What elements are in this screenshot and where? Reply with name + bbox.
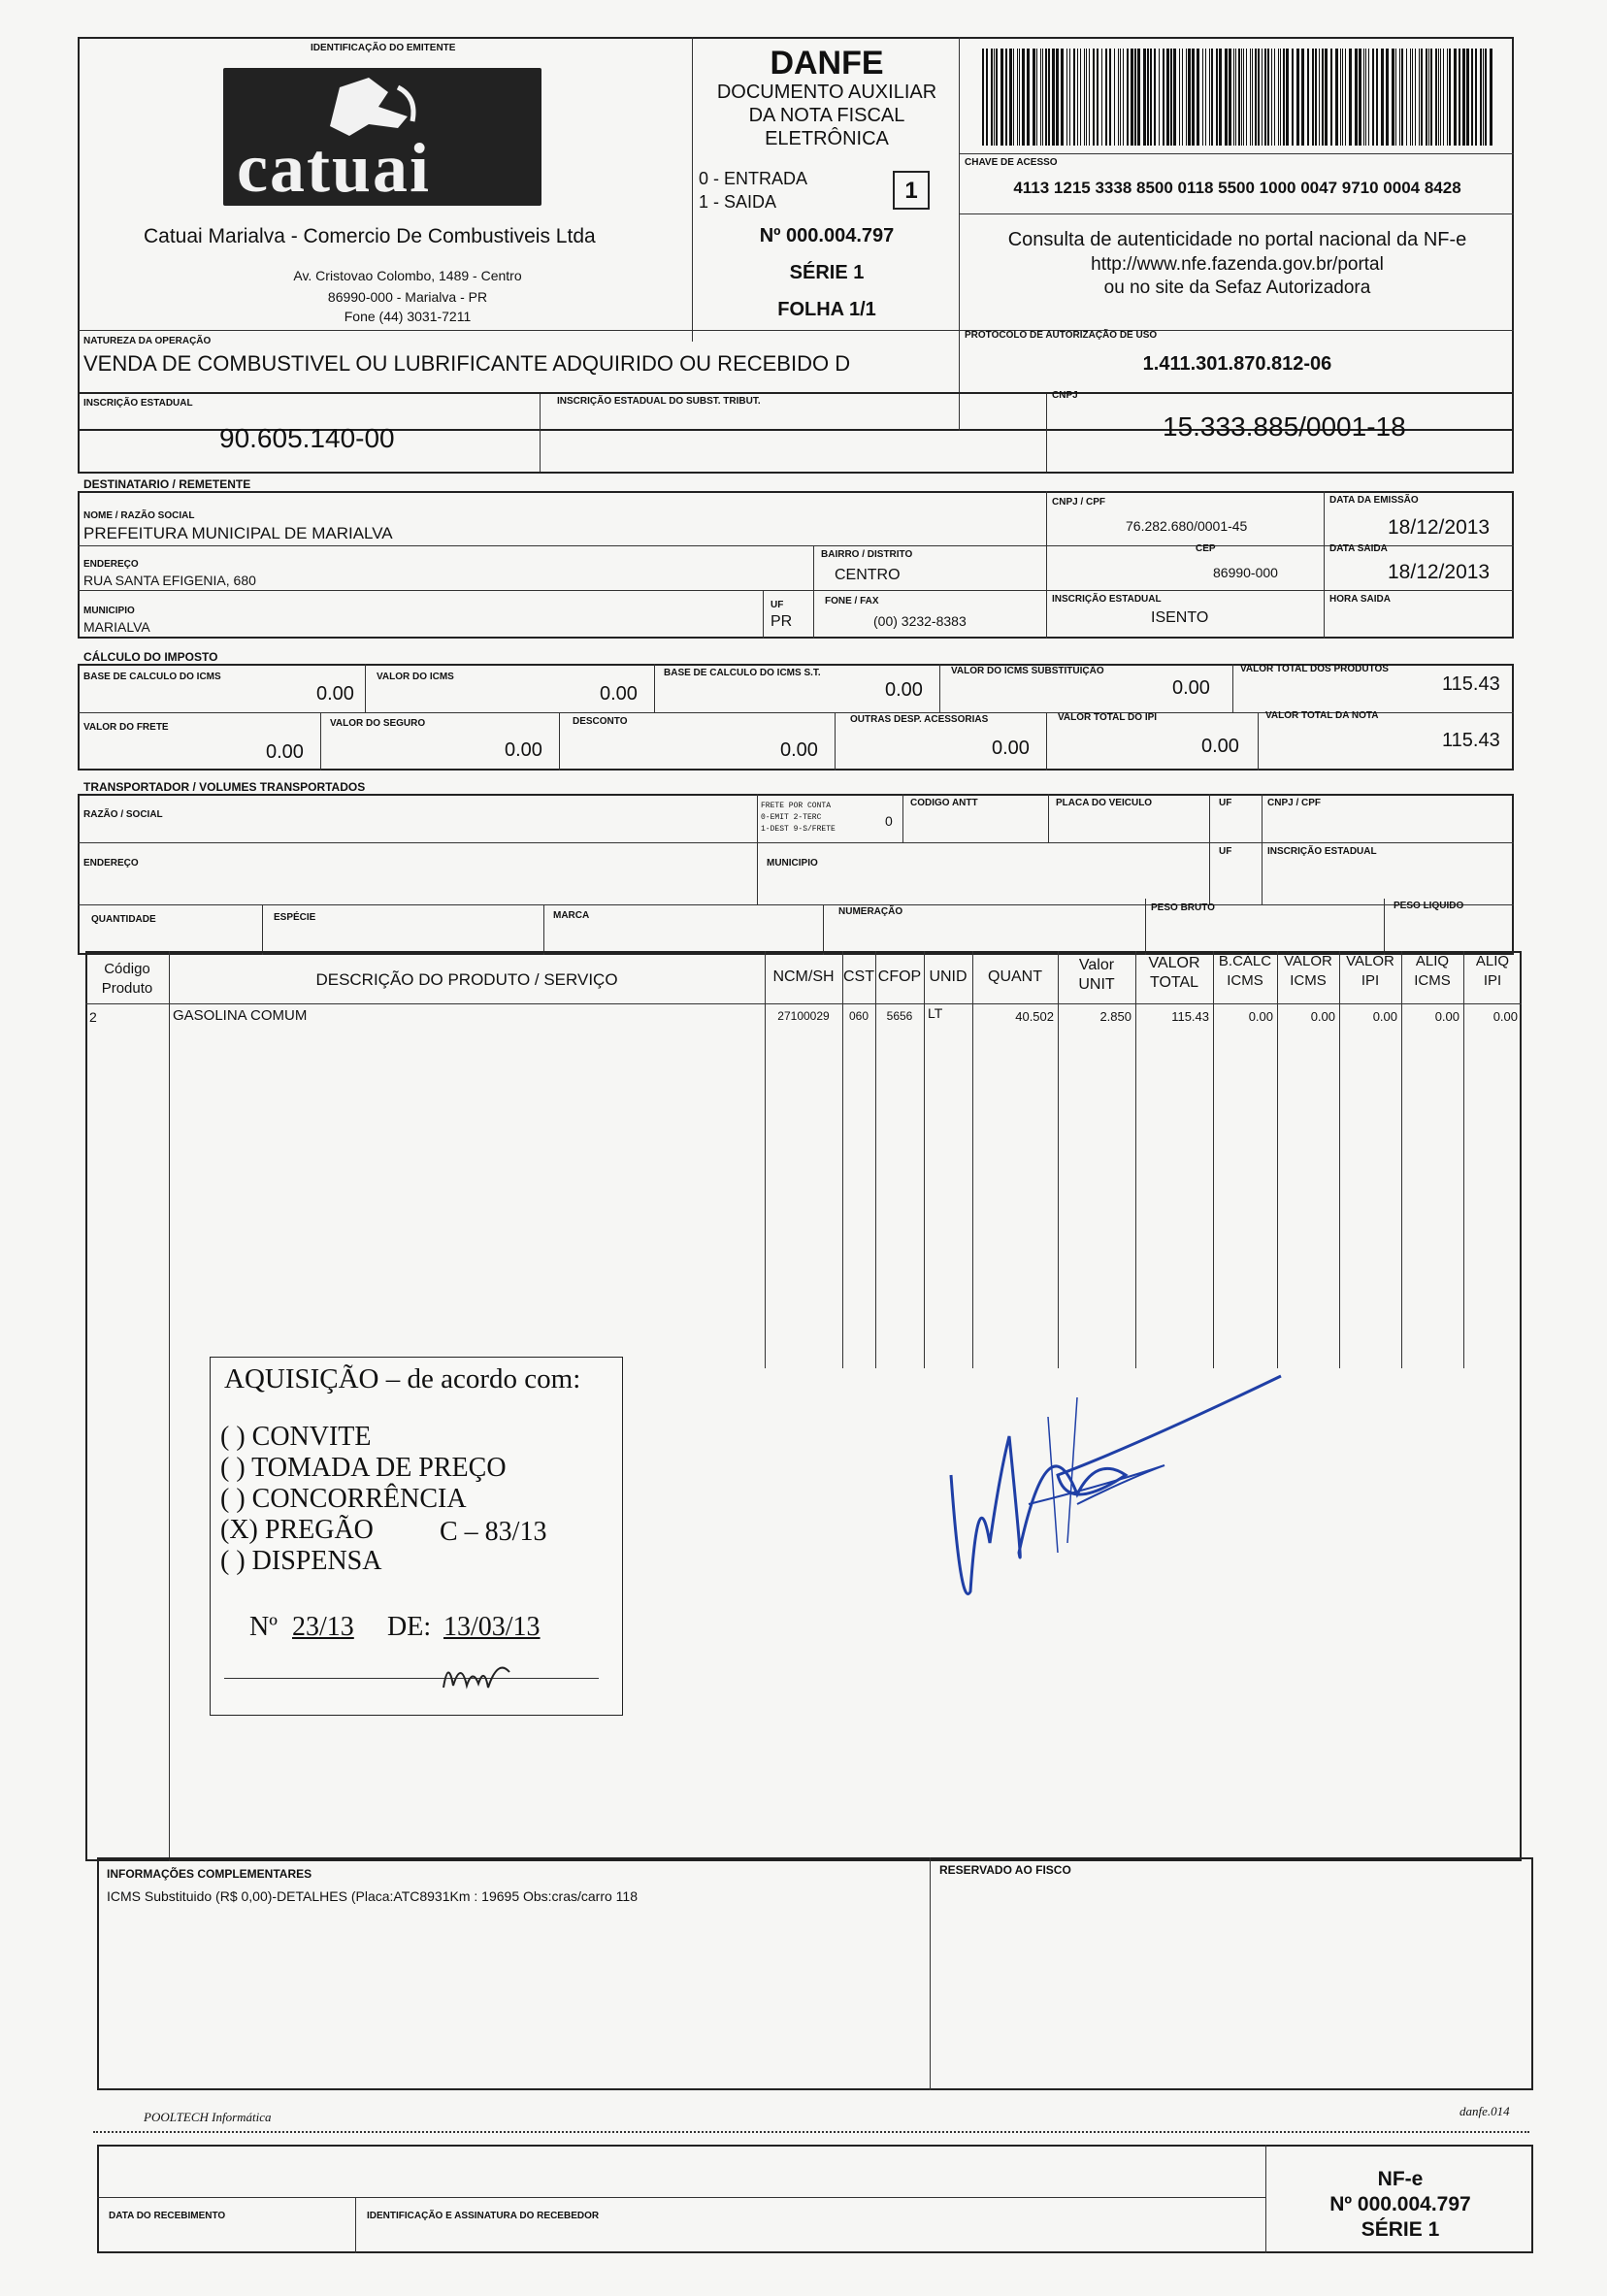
- icms-st-value: 0.00: [1172, 677, 1210, 699]
- receipt-nfe-serie: SÉRIE 1: [1361, 2218, 1440, 2241]
- tax-section: CÁLCULO DO IMPOSTO: [83, 650, 218, 664]
- danfe-folha: FOLHA 1/1: [777, 299, 876, 320]
- endereco-value: RUA SANTA EFIGENIA, 680: [83, 573, 256, 588]
- divider: [320, 712, 322, 771]
- total-nota-value: 115.43: [1442, 730, 1500, 751]
- emitter-label: IDENTIFICAÇÃO DO EMITENTE: [311, 43, 456, 53]
- cell-descricao: GASOLINA COMUM: [173, 1007, 308, 1024]
- stamp-opt4: (X) PREGÃO: [220, 1515, 374, 1545]
- fone-label: FONE / FAX: [825, 596, 879, 607]
- divider: [1145, 899, 1147, 955]
- natureza-value: VENDA DE COMBUSTIVEL OU LUBRIFICANTE ADQUIRIDO OU RECEBIDO D: [83, 351, 851, 376]
- trans-ie-label: INSCRIÇÃO ESTADUAL: [1267, 846, 1377, 857]
- trans-uf2-label: UF: [1219, 846, 1232, 857]
- divider: [1262, 794, 1263, 904]
- cell-quant: 40.502: [1015, 1009, 1054, 1024]
- divider: [78, 545, 1514, 547]
- fone-value: (00) 3232-8383: [873, 613, 967, 629]
- hdr-vipi-2: IPI: [1361, 972, 1380, 989]
- assin-label: IDENTIFICAÇÃO E ASSINATURA DO RECEBEDOR: [367, 2211, 600, 2221]
- bairro-label: BAIRRO / DISTRITO: [821, 549, 913, 560]
- saida-label: DATA SAIDA: [1329, 543, 1388, 554]
- hdr-aipi-1: ALIQ: [1475, 953, 1510, 969]
- acquisition-stamp: [210, 1357, 623, 1716]
- danfe-saida: 1 - SAIDA: [699, 192, 777, 212]
- rec-ie-value: ISENTO: [1151, 609, 1209, 626]
- hdr-vicms-2: ICMS: [1290, 972, 1327, 989]
- divider: [692, 37, 694, 342]
- hdr-cfop: CFOP: [877, 968, 922, 985]
- bc-icms-value: 0.00: [316, 683, 354, 705]
- logo-text: catuai: [237, 129, 431, 207]
- info-text: ICMS Substituido (R$ 0,00)-DETALHES (Placa:ATC8931Km : 19695 Obs:cras/carro 118: [107, 1888, 639, 1904]
- municipio-value: MARIALVA: [83, 619, 150, 635]
- stamp-opt2: ( ) TOMADA DE PREÇO: [220, 1453, 507, 1483]
- divider: [1258, 712, 1260, 771]
- divider: [78, 904, 1514, 906]
- stamp-opt5: ( ) DISPENSA: [220, 1546, 382, 1576]
- icms-label: VALOR DO ICMS: [377, 672, 454, 682]
- divider: [78, 842, 1514, 844]
- cell-codigo: 2: [89, 1009, 97, 1025]
- divider: [823, 904, 825, 955]
- divider: [1209, 794, 1211, 904]
- outras-value: 0.00: [992, 738, 1030, 759]
- desconto-value: 0.00: [780, 739, 818, 761]
- software-credit: POOLTECH Informática: [144, 2110, 272, 2124]
- divider: [78, 590, 1514, 592]
- divider: [262, 904, 264, 955]
- cell-vunit: 2.850: [1099, 1009, 1131, 1024]
- municipio-label: MUNICIPIO: [83, 606, 135, 616]
- hdr-unid: UNID: [929, 968, 967, 985]
- cut-line: [93, 2131, 1529, 2133]
- divider: [654, 664, 656, 712]
- stamp-date: 13/03/13: [443, 1612, 541, 1642]
- danfe-subtitle1: DOCUMENTO AUXILIAR: [716, 82, 937, 103]
- recipient-block: [78, 491, 1514, 639]
- hdr-vicms-1: VALOR: [1284, 953, 1332, 969]
- divider: [959, 213, 1514, 215]
- frete-value: 0.00: [266, 741, 304, 763]
- company-logo: [223, 68, 541, 206]
- frete-label: VALOR DO FRETE: [83, 722, 169, 733]
- stamp-opt1: ( ) CONVITE: [220, 1422, 372, 1452]
- barcode-icon: [980, 49, 1494, 146]
- stamp-opt4-ref: C – 83/13: [440, 1517, 547, 1547]
- cell-vtotal: 115.43: [1171, 1009, 1209, 1024]
- natureza-label: NATUREZA DA OPERAÇÃO: [83, 336, 212, 346]
- divider: [813, 545, 815, 592]
- hora-label: HORA SAIDA: [1329, 594, 1391, 605]
- divider: [939, 664, 941, 712]
- emitter-name: Catuai Marialva - Comercio De Combustiveis Ltda: [144, 225, 596, 247]
- bc-st-value: 0.00: [885, 679, 923, 701]
- divider: [1384, 899, 1386, 955]
- column-divider: [169, 951, 171, 1861]
- hdr-vunit-2: UNIT: [1078, 976, 1115, 993]
- trans-uf-label: UF: [1219, 798, 1232, 808]
- hdr-vipi-1: VALOR: [1346, 953, 1394, 969]
- total-prod-value: 115.43: [1442, 673, 1500, 695]
- divider: [1048, 794, 1050, 842]
- seguro-label: VALOR DO SEGURO: [330, 718, 426, 729]
- hdr-ncm: NCM/SH: [772, 968, 835, 985]
- hdr-vtotal-1: VALOR: [1148, 955, 1200, 971]
- frete-conta-3: 1-DEST 9-S/FRETE: [761, 825, 836, 834]
- info-label: INFORMAÇÕES COMPLEMENTARES: [107, 1867, 312, 1881]
- danfe-subtitle3: ELETRÔNICA: [765, 128, 889, 149]
- divider: [1046, 590, 1048, 639]
- access-key: 4113 1215 3338 8500 0118 5500 1000 0047 9710 0004 8428: [1013, 179, 1461, 197]
- signature-icon: [932, 1359, 1320, 1650]
- access-key-label: CHAVE DE ACESSO: [965, 157, 1058, 168]
- ipi-value: 0.00: [1201, 736, 1239, 757]
- cell-cst: 060: [848, 1009, 869, 1023]
- divider: [813, 590, 815, 639]
- frete-conta-2: 0-EMIT 2-TERC: [761, 813, 822, 822]
- total-prod-label: VALOR TOTAL DOS PRODUTOS: [1240, 664, 1389, 674]
- numeracao-label: NUMERAÇÃO: [838, 906, 903, 917]
- stamp-num-label: Nº: [249, 1612, 278, 1642]
- emitter-address1: Av. Cristovao Colombo, 1489 - Centro: [293, 268, 522, 283]
- hdr-bcicms-1: B.CÁLC: [1218, 953, 1272, 969]
- cell-bcicms: 0.00: [1248, 1009, 1273, 1024]
- divider: [959, 153, 1514, 155]
- hdr-bcicms-2: ICMS: [1227, 972, 1263, 989]
- bc-st-label: BASE DE CALCULO DO ICMS S.T.: [664, 668, 821, 678]
- fisco-label: RESERVADO AO FISCO: [939, 1863, 1071, 1877]
- stamp-de-label: DE:: [387, 1612, 432, 1642]
- emitter-phone: Fone (44) 3031-7211: [344, 309, 472, 324]
- hdr-descricao: DESCRIÇÃO DO PRODUTO / SERVIÇO: [315, 970, 618, 989]
- column-divider: [924, 951, 926, 1368]
- trans-cnpj-label: CNPJ / CPF: [1267, 798, 1322, 808]
- divider: [365, 664, 367, 712]
- ipi-label: VALOR TOTAL DO IPI: [1058, 712, 1158, 723]
- hdr-aipi-2: IPI: [1483, 972, 1502, 989]
- hdr-vtotal-2: TOTAL: [1149, 974, 1199, 991]
- peso-bruto-label: PESO BRUTO: [1151, 902, 1215, 913]
- peso-liquido-label: PESO LIQUIDO: [1394, 901, 1464, 911]
- hdr-aicms-2: ICMS: [1414, 972, 1451, 989]
- divider: [835, 712, 836, 771]
- bairro-value: CENTRO: [835, 567, 901, 583]
- cnpj-value: 15.333.885/0001-18: [1163, 411, 1406, 442]
- protocolo-label: PROTOCOLO DE AUTORIZAÇÃO DE USO: [965, 330, 1158, 341]
- divider: [763, 590, 765, 639]
- receb-label: DATA DO RECEBIMENTO: [109, 2211, 226, 2221]
- divider: [1232, 664, 1234, 712]
- bc-icms-label: BASE DE CALCULO DO ICMS: [83, 672, 221, 682]
- emitter-address2: 86990-000 - Marialva - PR: [327, 289, 488, 305]
- cell-aipi: 0.00: [1492, 1009, 1518, 1024]
- divider: [930, 1857, 932, 2090]
- cell-cfop: 5656: [886, 1009, 913, 1023]
- frete-conta-value: 0: [885, 813, 893, 829]
- cell-aicms: 0.00: [1434, 1009, 1459, 1024]
- divider: [1324, 491, 1326, 639]
- receipt-nfe-num: Nº 000.004.797: [1329, 2193, 1471, 2215]
- ie-label: INSCRIÇÃO ESTADUAL: [83, 398, 193, 409]
- hdr-codigo-2: Produto: [101, 980, 153, 997]
- rec-cnpj-value: 76.282.680/0001-45: [1126, 518, 1248, 534]
- receipt-nfe: NF-e: [1377, 2168, 1424, 2190]
- divider: [559, 712, 561, 771]
- divider: [78, 330, 1514, 332]
- stamp-num: 23/13: [292, 1612, 354, 1642]
- nome-value: PREFEITURA MUNICIPAL DE MARIALVA: [83, 524, 393, 542]
- uf-value: PR: [771, 613, 793, 630]
- uf-label: UF: [771, 600, 784, 610]
- endereco-label: ENDEREÇO: [83, 559, 139, 570]
- consulta-line3: ou no site da Sefaz Autorizadora: [1103, 278, 1371, 298]
- emissao-value: 18/12/2013: [1388, 516, 1491, 539]
- antt-label: CODIGO ANTT: [910, 798, 978, 808]
- ie-value: 90.605.140-00: [219, 423, 395, 453]
- divider: [757, 794, 759, 904]
- stamp-initials-icon: [434, 1649, 531, 1697]
- danfe-tipo-box: 1: [893, 171, 930, 210]
- saida-value: 18/12/2013: [1388, 561, 1491, 583]
- danfe-serie: SÉRIE 1: [789, 262, 865, 283]
- qtd-label: QUANTIDADE: [91, 914, 156, 925]
- frete-conta-1: FRETE POR CONTA: [761, 802, 832, 810]
- cnpj-label: CNPJ: [1052, 390, 1078, 401]
- cep-label: CEP: [1196, 543, 1216, 554]
- rec-cnpj-label: CNPJ / CPF: [1052, 497, 1106, 508]
- danfe-numero: Nº 000.004.797: [759, 225, 895, 246]
- hdr-vunit-1: Valor: [1078, 957, 1115, 973]
- hdr-codigo-1: Código: [104, 961, 150, 977]
- stamp-sign-line: [224, 1678, 599, 1680]
- danfe-title: DANFE: [770, 45, 884, 82]
- cell-ncm: 27100029: [777, 1009, 830, 1023]
- stamp-opt3: ( ) CONCORRÊNCIA: [220, 1484, 467, 1514]
- hdr-aicms-1: ALIQ: [1415, 953, 1450, 969]
- cep-value: 86990-000: [1213, 565, 1278, 580]
- especie-label: ESPÉCIE: [274, 912, 316, 923]
- danfe-subtitle2: DA NOTA FISCAL: [748, 105, 905, 126]
- hdr-quant: QUANT: [988, 968, 1042, 985]
- divider: [543, 904, 545, 955]
- outras-label: OUTRAS DESP. ACESSORIAS: [850, 714, 989, 725]
- hdr-cst: CST: [843, 968, 874, 985]
- products-header-divider: [85, 1003, 1522, 1005]
- divider: [355, 2197, 357, 2253]
- cell-vicms: 0.00: [1310, 1009, 1335, 1024]
- protocolo-value: 1.411.301.870.812-06: [1142, 353, 1332, 375]
- cell-unid: LT: [928, 1005, 943, 1021]
- marca-label: MARCA: [553, 910, 590, 921]
- razao-label: RAZÃO / SOCIAL: [83, 809, 163, 820]
- placa-label: PLACA DO VEICULO: [1056, 798, 1153, 808]
- divider: [1046, 712, 1048, 771]
- desconto-label: DESCONTO: [573, 716, 628, 727]
- consulta-line1: Consulta de autenticidade no portal nacional da NF-e: [1007, 229, 1467, 250]
- trans-endereco-label: ENDEREÇO: [83, 858, 139, 869]
- icms-value: 0.00: [600, 683, 638, 705]
- total-nota-label: VALOR TOTAL DA NOTA: [1265, 710, 1379, 721]
- seguro-value: 0.00: [505, 739, 542, 761]
- rec-ie-label: INSCRIÇÃO ESTADUAL: [1052, 594, 1162, 605]
- stamp-title: AQUISIÇÃO – de acordo com:: [224, 1363, 581, 1394]
- icms-st-label: VALOR DO ICMS SUBSTITUIÇÃO: [951, 666, 1104, 676]
- divider: [97, 2197, 1265, 2199]
- cell-vipi: 0.00: [1372, 1009, 1397, 1024]
- nome-label: NOME / RAZÃO SOCIAL: [83, 510, 195, 521]
- transport-section: TRANSPORTADOR / VOLUMES TRANSPORTADOS: [83, 780, 366, 794]
- emissao-label: DATA DA EMISSÃO: [1329, 495, 1419, 506]
- consulta-line2: http://www.nfe.fazenda.gov.br/portal: [1091, 254, 1384, 275]
- iest-label: INSCRIÇÃO ESTADUAL DO SUBST. TRIBUT.: [557, 396, 761, 407]
- danfe-entrada: 0 - ENTRADA: [699, 169, 808, 188]
- divider: [902, 794, 904, 842]
- trans-municipio-label: MUNICIPIO: [767, 858, 818, 869]
- recipient-section: DESTINATARIO / REMETENTE: [83, 477, 251, 491]
- danfe-version: danfe.014: [1459, 2104, 1510, 2118]
